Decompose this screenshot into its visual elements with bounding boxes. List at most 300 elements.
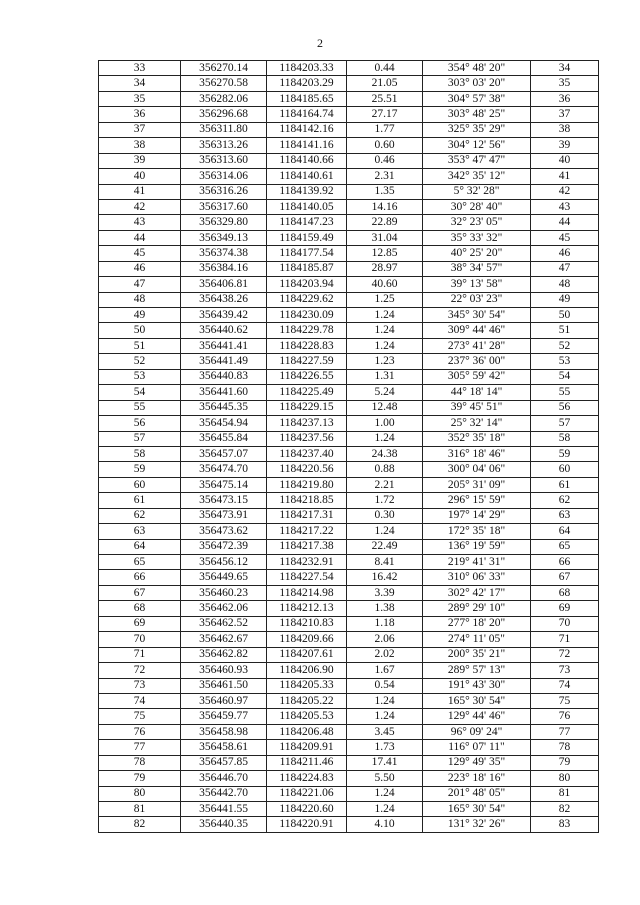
bearing-cell: 197° 14' 29"	[423, 508, 531, 523]
next-point-cell: 71	[531, 632, 599, 647]
distance-cell: 1.73	[347, 740, 423, 755]
y-coordinate-cell: 1184205.22	[267, 693, 347, 708]
next-point-cell: 44	[531, 215, 599, 230]
bearing-cell: 273° 41' 28"	[423, 338, 531, 353]
y-coordinate-cell: 1184224.83	[267, 771, 347, 786]
distance-cell: 0.88	[347, 462, 423, 477]
y-coordinate-cell: 1184229.62	[267, 292, 347, 307]
distance-cell: 1.77	[347, 122, 423, 137]
x-coordinate-cell: 356313.60	[181, 153, 267, 168]
distance-cell: 2.31	[347, 169, 423, 184]
y-coordinate-cell: 1184225.49	[267, 385, 347, 400]
point-number-cell: 41	[99, 184, 181, 199]
point-number-cell: 69	[99, 616, 181, 631]
distance-cell: 0.44	[347, 61, 423, 76]
x-coordinate-cell: 356455.84	[181, 431, 267, 446]
x-coordinate-cell: 356296.68	[181, 107, 267, 122]
table-row	[99, 91, 599, 106]
y-coordinate-cell: 1184228.83	[267, 338, 347, 353]
table-row	[99, 122, 599, 137]
bearing-cell: 345° 30' 54"	[423, 308, 531, 323]
distance-cell: 22.89	[347, 215, 423, 230]
distance-cell: 1.24	[347, 308, 423, 323]
point-number-cell: 37	[99, 122, 181, 137]
y-coordinate-cell: 1184217.22	[267, 524, 347, 539]
y-coordinate-cell: 1184212.13	[267, 601, 347, 616]
x-coordinate-cell: 356446.70	[181, 771, 267, 786]
y-coordinate-cell: 1184237.40	[267, 446, 347, 461]
distance-cell: 28.97	[347, 261, 423, 276]
next-point-cell: 80	[531, 771, 599, 786]
next-point-cell: 82	[531, 802, 599, 817]
distance-cell: 40.60	[347, 277, 423, 292]
next-point-cell: 43	[531, 199, 599, 214]
y-coordinate-cell: 1184203.29	[267, 76, 347, 91]
distance-cell: 21.05	[347, 76, 423, 91]
bearing-cell: 325° 35' 29"	[423, 122, 531, 137]
x-coordinate-cell: 356462.52	[181, 616, 267, 631]
next-point-cell: 83	[531, 817, 599, 832]
point-number-cell: 39	[99, 153, 181, 168]
bearing-cell: 30° 28' 40"	[423, 199, 531, 214]
distance-cell: 1.24	[347, 693, 423, 708]
x-coordinate-cell: 356440.62	[181, 323, 267, 338]
y-coordinate-cell: 1184177.54	[267, 246, 347, 261]
bearing-cell: 200° 35' 21"	[423, 647, 531, 662]
table-row	[99, 261, 599, 276]
next-point-cell: 41	[531, 169, 599, 184]
x-coordinate-cell: 356473.62	[181, 524, 267, 539]
bearing-cell: 40° 25' 20"	[423, 246, 531, 261]
distance-cell: 1.31	[347, 369, 423, 384]
distance-cell: 1.38	[347, 601, 423, 616]
y-coordinate-cell: 1184220.91	[267, 817, 347, 832]
next-point-cell: 51	[531, 323, 599, 338]
point-number-cell: 34	[99, 76, 181, 91]
distance-cell: 1.24	[347, 431, 423, 446]
distance-cell: 12.48	[347, 400, 423, 415]
y-coordinate-cell: 1184209.66	[267, 632, 347, 647]
table-row	[99, 215, 599, 230]
y-coordinate-cell: 1184210.83	[267, 616, 347, 631]
point-number-cell: 74	[99, 693, 181, 708]
point-number-cell: 68	[99, 601, 181, 616]
distance-cell: 5.24	[347, 385, 423, 400]
point-number-cell: 48	[99, 292, 181, 307]
point-number-cell: 72	[99, 663, 181, 678]
point-number-cell: 45	[99, 246, 181, 261]
next-point-cell: 61	[531, 477, 599, 492]
distance-cell: 1.67	[347, 663, 423, 678]
point-number-cell: 50	[99, 323, 181, 338]
point-number-cell: 47	[99, 277, 181, 292]
next-point-cell: 64	[531, 524, 599, 539]
next-point-cell: 50	[531, 308, 599, 323]
y-coordinate-cell: 1184226.55	[267, 369, 347, 384]
distance-cell: 1.18	[347, 616, 423, 631]
y-coordinate-cell: 1184237.56	[267, 431, 347, 446]
point-number-cell: 40	[99, 169, 181, 184]
y-coordinate-cell: 1184205.53	[267, 709, 347, 724]
distance-cell: 22.49	[347, 539, 423, 554]
point-number-cell: 57	[99, 431, 181, 446]
bearing-cell: 219° 41' 31"	[423, 555, 531, 570]
table-row	[99, 354, 599, 369]
distance-cell: 2.06	[347, 632, 423, 647]
x-coordinate-cell: 356317.60	[181, 199, 267, 214]
y-coordinate-cell: 1184220.56	[267, 462, 347, 477]
bearing-cell: 191° 43' 30"	[423, 678, 531, 693]
x-coordinate-cell: 356441.55	[181, 802, 267, 817]
x-coordinate-cell: 356442.70	[181, 786, 267, 801]
next-point-cell: 53	[531, 354, 599, 369]
x-coordinate-cell: 356270.14	[181, 61, 267, 76]
next-point-cell: 76	[531, 709, 599, 724]
distance-cell: 1.24	[347, 802, 423, 817]
table-row	[99, 169, 599, 184]
distance-cell: 14.16	[347, 199, 423, 214]
table-row	[99, 431, 599, 446]
point-number-cell: 75	[99, 709, 181, 724]
point-number-cell: 66	[99, 570, 181, 585]
x-coordinate-cell: 356311.80	[181, 122, 267, 137]
bearing-cell: 38° 34' 57"	[423, 261, 531, 276]
next-point-cell: 42	[531, 184, 599, 199]
point-number-cell: 80	[99, 786, 181, 801]
point-number-cell: 71	[99, 647, 181, 662]
next-point-cell: 54	[531, 369, 599, 384]
x-coordinate-cell: 356374.38	[181, 246, 267, 261]
point-number-cell: 54	[99, 385, 181, 400]
table-row	[99, 539, 599, 554]
table-row	[99, 184, 599, 199]
y-coordinate-cell: 1184140.61	[267, 169, 347, 184]
point-number-cell: 81	[99, 802, 181, 817]
point-number-cell: 73	[99, 678, 181, 693]
next-point-cell: 69	[531, 601, 599, 616]
table-row	[99, 277, 599, 292]
table-row	[99, 724, 599, 739]
table-row	[99, 446, 599, 461]
table-row	[99, 246, 599, 261]
table-row	[99, 802, 599, 817]
bearing-cell: 205° 31' 09"	[423, 477, 531, 492]
next-point-cell: 59	[531, 446, 599, 461]
bearing-cell: 274° 11' 05"	[423, 632, 531, 647]
x-coordinate-cell: 356460.93	[181, 663, 267, 678]
table-row	[99, 153, 599, 168]
x-coordinate-cell: 356474.70	[181, 462, 267, 477]
x-coordinate-cell: 356460.97	[181, 693, 267, 708]
bearing-cell: 35° 33' 32"	[423, 230, 531, 245]
next-point-cell: 70	[531, 616, 599, 631]
point-number-cell: 46	[99, 261, 181, 276]
bearing-cell: 22° 03' 23"	[423, 292, 531, 307]
table-row	[99, 400, 599, 415]
bearing-cell: 305° 59' 42"	[423, 369, 531, 384]
table-row	[99, 230, 599, 245]
distance-cell: 1.35	[347, 184, 423, 199]
distance-cell: 3.45	[347, 724, 423, 739]
y-coordinate-cell: 1184207.61	[267, 647, 347, 662]
x-coordinate-cell: 356475.14	[181, 477, 267, 492]
bearing-cell: 303° 48' 25"	[423, 107, 531, 122]
y-coordinate-cell: 1184221.06	[267, 786, 347, 801]
y-coordinate-cell: 1184147.23	[267, 215, 347, 230]
x-coordinate-cell: 356441.49	[181, 354, 267, 369]
table-row	[99, 199, 599, 214]
distance-cell: 24.38	[347, 446, 423, 461]
point-number-cell: 35	[99, 91, 181, 106]
table-row	[99, 771, 599, 786]
x-coordinate-cell: 356457.85	[181, 755, 267, 770]
point-number-cell: 49	[99, 308, 181, 323]
y-coordinate-cell: 1184211.46	[267, 755, 347, 770]
table-row	[99, 647, 599, 662]
bearing-cell: 5° 32' 28"	[423, 184, 531, 199]
distance-cell: 3.39	[347, 585, 423, 600]
x-coordinate-cell: 356460.23	[181, 585, 267, 600]
next-point-cell: 72	[531, 647, 599, 662]
next-point-cell: 49	[531, 292, 599, 307]
distance-cell: 1.24	[347, 786, 423, 801]
table-row	[99, 323, 599, 338]
distance-cell: 25.51	[347, 91, 423, 106]
table-row	[99, 663, 599, 678]
next-point-cell: 60	[531, 462, 599, 477]
x-coordinate-cell: 356456.12	[181, 555, 267, 570]
x-coordinate-cell: 356349.13	[181, 230, 267, 245]
distance-cell: 1.25	[347, 292, 423, 307]
x-coordinate-cell: 356314.06	[181, 169, 267, 184]
x-coordinate-cell: 356406.81	[181, 277, 267, 292]
coordinates-table-body	[99, 61, 599, 833]
bearing-cell: 44° 18' 14"	[423, 385, 531, 400]
table-row	[99, 76, 599, 91]
bearing-cell: 96° 09' 24"	[423, 724, 531, 739]
next-point-cell: 78	[531, 740, 599, 755]
next-point-cell: 39	[531, 138, 599, 153]
x-coordinate-cell: 356445.35	[181, 400, 267, 415]
y-coordinate-cell: 1184164.74	[267, 107, 347, 122]
table-row	[99, 493, 599, 508]
x-coordinate-cell: 356441.41	[181, 338, 267, 353]
bearing-cell: 39° 45' 51"	[423, 400, 531, 415]
bearing-cell: 201° 48' 05"	[423, 786, 531, 801]
point-number-cell: 61	[99, 493, 181, 508]
distance-cell: 1.24	[347, 338, 423, 353]
point-number-cell: 76	[99, 724, 181, 739]
table-row	[99, 786, 599, 801]
distance-cell: 2.02	[347, 647, 423, 662]
table-row	[99, 740, 599, 755]
x-coordinate-cell: 356459.77	[181, 709, 267, 724]
x-coordinate-cell: 356440.35	[181, 817, 267, 832]
bearing-cell: 289° 29' 10"	[423, 601, 531, 616]
y-coordinate-cell: 1184219.80	[267, 477, 347, 492]
next-point-cell: 66	[531, 555, 599, 570]
next-point-cell: 56	[531, 400, 599, 415]
distance-cell: 1.23	[347, 354, 423, 369]
x-coordinate-cell: 356441.60	[181, 385, 267, 400]
next-point-cell: 55	[531, 385, 599, 400]
point-number-cell: 60	[99, 477, 181, 492]
next-point-cell: 62	[531, 493, 599, 508]
bearing-cell: 165° 30' 54"	[423, 693, 531, 708]
point-number-cell: 58	[99, 446, 181, 461]
next-point-cell: 79	[531, 755, 599, 770]
next-point-cell: 45	[531, 230, 599, 245]
next-point-cell: 75	[531, 693, 599, 708]
y-coordinate-cell: 1184140.66	[267, 153, 347, 168]
point-number-cell: 70	[99, 632, 181, 647]
next-point-cell: 37	[531, 107, 599, 122]
y-coordinate-cell: 1184230.09	[267, 308, 347, 323]
distance-cell: 17.41	[347, 755, 423, 770]
x-coordinate-cell: 356449.65	[181, 570, 267, 585]
point-number-cell: 67	[99, 585, 181, 600]
point-number-cell: 59	[99, 462, 181, 477]
bearing-cell: 304° 57' 38"	[423, 91, 531, 106]
x-coordinate-cell: 356462.67	[181, 632, 267, 647]
y-coordinate-cell: 1184142.16	[267, 122, 347, 137]
next-point-cell: 47	[531, 261, 599, 276]
point-number-cell: 64	[99, 539, 181, 554]
table-row	[99, 616, 599, 631]
point-number-cell: 77	[99, 740, 181, 755]
y-coordinate-cell: 1184185.87	[267, 261, 347, 276]
table-row	[99, 416, 599, 431]
y-coordinate-cell: 1184217.31	[267, 508, 347, 523]
distance-cell: 27.17	[347, 107, 423, 122]
bearing-cell: 354° 48' 20"	[423, 61, 531, 76]
x-coordinate-cell: 356472.39	[181, 539, 267, 554]
y-coordinate-cell: 1184206.90	[267, 663, 347, 678]
next-point-cell: 81	[531, 786, 599, 801]
next-point-cell: 46	[531, 246, 599, 261]
x-coordinate-cell: 356329.80	[181, 215, 267, 230]
table-row	[99, 601, 599, 616]
x-coordinate-cell: 356313.26	[181, 138, 267, 153]
bearing-cell: 352° 35' 18"	[423, 431, 531, 446]
distance-cell: 5.50	[347, 771, 423, 786]
table-row	[99, 61, 599, 76]
distance-cell: 1.24	[347, 323, 423, 338]
bearing-cell: 129° 49' 35"	[423, 755, 531, 770]
table-row	[99, 632, 599, 647]
y-coordinate-cell: 1184159.49	[267, 230, 347, 245]
table-row	[99, 508, 599, 523]
bearing-cell: 223° 18' 16"	[423, 771, 531, 786]
bearing-cell: 289° 57' 13"	[423, 663, 531, 678]
y-coordinate-cell: 1184140.05	[267, 199, 347, 214]
next-point-cell: 34	[531, 61, 599, 76]
table-row	[99, 338, 599, 353]
x-coordinate-cell: 356473.91	[181, 508, 267, 523]
bearing-cell: 342° 35' 12"	[423, 169, 531, 184]
x-coordinate-cell: 356462.06	[181, 601, 267, 616]
point-number-cell: 53	[99, 369, 181, 384]
y-coordinate-cell: 1184141.16	[267, 138, 347, 153]
bearing-cell: 131° 32' 26"	[423, 817, 531, 832]
y-coordinate-cell: 1184205.33	[267, 678, 347, 693]
point-number-cell: 42	[99, 199, 181, 214]
y-coordinate-cell: 1184139.92	[267, 184, 347, 199]
bearing-cell: 136° 19' 59"	[423, 539, 531, 554]
bearing-cell: 309° 44' 46"	[423, 323, 531, 338]
y-coordinate-cell: 1184227.59	[267, 354, 347, 369]
y-coordinate-cell: 1184217.38	[267, 539, 347, 554]
distance-cell: 0.30	[347, 508, 423, 523]
next-point-cell: 35	[531, 76, 599, 91]
y-coordinate-cell: 1184203.94	[267, 277, 347, 292]
next-point-cell: 36	[531, 91, 599, 106]
bearing-cell: 302° 42' 17"	[423, 585, 531, 600]
point-number-cell: 36	[99, 107, 181, 122]
x-coordinate-cell: 356439.42	[181, 308, 267, 323]
x-coordinate-cell: 356457.07	[181, 446, 267, 461]
x-coordinate-cell: 356270.58	[181, 76, 267, 91]
x-coordinate-cell: 356454.94	[181, 416, 267, 431]
next-point-cell: 77	[531, 724, 599, 739]
table-row	[99, 138, 599, 153]
point-number-cell: 43	[99, 215, 181, 230]
point-number-cell: 63	[99, 524, 181, 539]
table-row	[99, 385, 599, 400]
y-coordinate-cell: 1184229.78	[267, 323, 347, 338]
table-row	[99, 817, 599, 832]
point-number-cell: 78	[99, 755, 181, 770]
y-coordinate-cell: 1184214.98	[267, 585, 347, 600]
point-number-cell: 38	[99, 138, 181, 153]
bearing-cell: 116° 07' 11"	[423, 740, 531, 755]
bearing-cell: 303° 03' 20"	[423, 76, 531, 91]
bearing-cell: 316° 18' 46"	[423, 446, 531, 461]
next-point-cell: 74	[531, 678, 599, 693]
table-row	[99, 308, 599, 323]
x-coordinate-cell: 356462.82	[181, 647, 267, 662]
table-row	[99, 585, 599, 600]
point-number-cell: 62	[99, 508, 181, 523]
distance-cell: 1.24	[347, 524, 423, 539]
next-point-cell: 57	[531, 416, 599, 431]
table-row	[99, 709, 599, 724]
y-coordinate-cell: 1184203.33	[267, 61, 347, 76]
x-coordinate-cell: 356473.15	[181, 493, 267, 508]
bearing-cell: 300° 04' 06"	[423, 462, 531, 477]
point-number-cell: 79	[99, 771, 181, 786]
table-row	[99, 477, 599, 492]
bearing-cell: 172° 35' 18"	[423, 524, 531, 539]
next-point-cell: 65	[531, 539, 599, 554]
table-row	[99, 292, 599, 307]
next-point-cell: 38	[531, 122, 599, 137]
distance-cell: 2.21	[347, 477, 423, 492]
x-coordinate-cell: 356440.83	[181, 369, 267, 384]
table-row	[99, 107, 599, 122]
distance-cell: 0.54	[347, 678, 423, 693]
point-number-cell: 65	[99, 555, 181, 570]
bearing-cell: 129° 44' 46"	[423, 709, 531, 724]
x-coordinate-cell: 356438.26	[181, 292, 267, 307]
next-point-cell: 48	[531, 277, 599, 292]
point-number-cell: 33	[99, 61, 181, 76]
next-point-cell: 63	[531, 508, 599, 523]
bearing-cell: 353° 47' 47"	[423, 153, 531, 168]
distance-cell: 1.24	[347, 709, 423, 724]
table-row	[99, 369, 599, 384]
next-point-cell: 73	[531, 663, 599, 678]
